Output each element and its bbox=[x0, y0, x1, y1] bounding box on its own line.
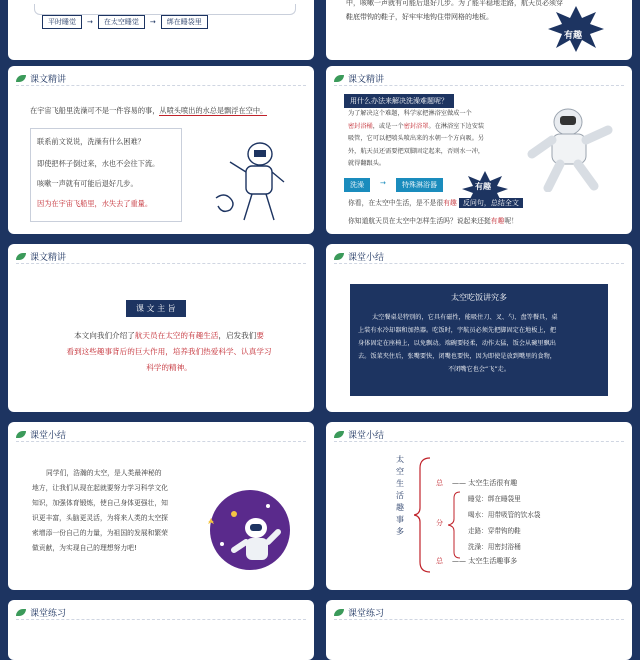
zong-label: 总 bbox=[436, 479, 443, 487]
leaf-icon bbox=[16, 609, 26, 616]
answer: 咳嗽一声就有可能后退好几步。 bbox=[37, 179, 138, 188]
summary-1: 你看，在太空中生活，是不是很有趣 反问句，总结全文 bbox=[348, 196, 523, 210]
qa-box bbox=[30, 128, 182, 222]
arrow-icon: → bbox=[380, 179, 386, 187]
astronaut-sketch-icon bbox=[204, 128, 294, 228]
tag-row bbox=[42, 15, 208, 29]
slide-4[interactable] bbox=[326, 66, 632, 234]
slide-1[interactable] bbox=[8, 0, 314, 60]
slide-header: 课文精讲 bbox=[334, 72, 384, 85]
slide-header: 课堂小结 bbox=[16, 428, 66, 441]
frame bbox=[34, 4, 296, 15]
slide-7[interactable] bbox=[8, 422, 314, 590]
vertical-title: 太空生活趣事多 bbox=[396, 455, 404, 536]
theme-title: 课 文 主 旨 bbox=[126, 300, 186, 317]
slide-header: 课文精讲 bbox=[16, 72, 66, 85]
tag-normal-sleep: 平时睡觉 bbox=[42, 15, 82, 29]
leaf-icon bbox=[16, 431, 26, 438]
bottom-point: —— 太空生活趣事多 bbox=[452, 557, 518, 565]
tag-space-sleep: 在太空睡觉 bbox=[98, 15, 145, 29]
slide-10[interactable] bbox=[326, 600, 632, 660]
leaf-icon bbox=[334, 75, 344, 82]
leaf-icon bbox=[334, 609, 344, 616]
text-line: 中，咳嗽一声就有可能后退好几步。为了能平稳地走路，航天员必须穿 bbox=[346, 0, 563, 7]
summary-panel bbox=[350, 284, 608, 396]
answer: 即使把杯子倒过来，水也不会往下流。 bbox=[37, 159, 160, 168]
sub-brace-icon bbox=[448, 490, 464, 560]
question-bar: 用什么办法来解决洗澡难题呢？ bbox=[344, 94, 454, 108]
theme-text: 本文向我们介绍了航天员在太空的有趣生活，启发我们要 看到这些趣事背后的巨大作用，培养我们热爱科学、认真学习 科学的精神。 bbox=[66, 331, 272, 372]
leaf-icon bbox=[16, 253, 26, 260]
question: 联系前文说说，洗澡有什么困难？ bbox=[37, 137, 145, 146]
pill-bath: 洗澡 bbox=[344, 178, 370, 192]
panel-title: 太空吃饭讲究多 bbox=[451, 293, 507, 302]
top-point: —— 太空生活很有趣 bbox=[452, 479, 518, 487]
answer-highlight: 因为在宇宙飞船里，水失去了重量。 bbox=[37, 199, 153, 208]
slide-5[interactable] bbox=[8, 244, 314, 412]
zong-label: 总 bbox=[436, 557, 443, 565]
fun-badge: 有趣 bbox=[564, 31, 583, 41]
slide-header: 课堂练习 bbox=[16, 606, 66, 619]
body-text: 为了解决这个难题，科学家把淋浴室做成一个 密封浴桶，或是一个密封浴罩。在淋浴室下边安装 吸管，它可以把喷头喷出来的水朝一个方向吸。另 外，航天员还需要把双脚固定起来，否则水一冲， 就得翻跟头。 bbox=[348, 110, 485, 167]
astronaut-photo-icon bbox=[522, 100, 618, 192]
slide-8[interactable] bbox=[326, 422, 632, 590]
pill-shower: 特殊淋浴器 bbox=[396, 178, 443, 192]
leaf-icon bbox=[16, 75, 26, 82]
summary-2: 你知道航天员在太空中怎样生活吗？说起来还挺有趣呢！ bbox=[348, 217, 518, 225]
leaf-icon bbox=[334, 431, 344, 438]
slide-header: 课堂小结 bbox=[334, 428, 384, 441]
text-line: 鞋底带钩的鞋子，好牢牢地钩住带网格的地板。 bbox=[346, 13, 493, 21]
space-illustration-icon bbox=[204, 484, 294, 576]
intro: 在宇宙飞船里洗澡可不是一件容易的事，从喷头喷出的水总是飘浮在空中。 bbox=[30, 106, 268, 115]
slide-6[interactable] bbox=[326, 244, 632, 412]
brace-icon bbox=[414, 456, 434, 574]
fun-badge: 有趣 bbox=[475, 182, 491, 191]
slide-3[interactable] bbox=[8, 66, 314, 234]
leaf-icon bbox=[334, 253, 344, 260]
slide-header: 课堂小结 bbox=[334, 250, 384, 263]
slide-9[interactable] bbox=[8, 600, 314, 660]
closing-text: 同学们，浩瀚的太空，是人类最神秘的 地方，让我们从现在起就要努力学习科学文化 知识，加强体育锻炼，使自己身体更强壮，知 识更丰富，头脑更灵活，为将来人类的太空探 索增添一份自己的力量，为祖国的发展和繁荣 做贡献，为实现自己的理想努力吧! bbox=[32, 469, 168, 552]
arrow-icon: → bbox=[149, 18, 156, 26]
detail-list: 睡觉：绑在睡袋里 喝水：用带吸管的饮水袋 走路：穿带钩的鞋 洗澡：用密封浴桶 bbox=[468, 495, 541, 551]
slide-header: 课文精讲 bbox=[16, 250, 66, 263]
panel-text: 太空餐桌是特别的，它具有磁性，能吸住刀、叉、勺、盘等餐具，桌 上装有水冷却器和加热器。吃饭时，宇航员必须先把脚固定在地板上，把 身体固定在座椅上，以免飘动。端碗要轻柔，动作太猛，饭会从碗里飘出 去。饭菜夹住后，张嘴要快，闭嘴也要快，因为即使是放到嘴里的食物， 不闭嘴它也会“飞”走。 bbox=[358, 314, 558, 373]
slide-2[interactable] bbox=[326, 0, 632, 60]
fen-label: 分 bbox=[436, 519, 443, 527]
arrow-icon: → bbox=[87, 18, 93, 26]
tag-sleeping-bag: 绑在睡袋里 bbox=[161, 15, 208, 29]
slide-header: 课堂练习 bbox=[334, 606, 384, 619]
